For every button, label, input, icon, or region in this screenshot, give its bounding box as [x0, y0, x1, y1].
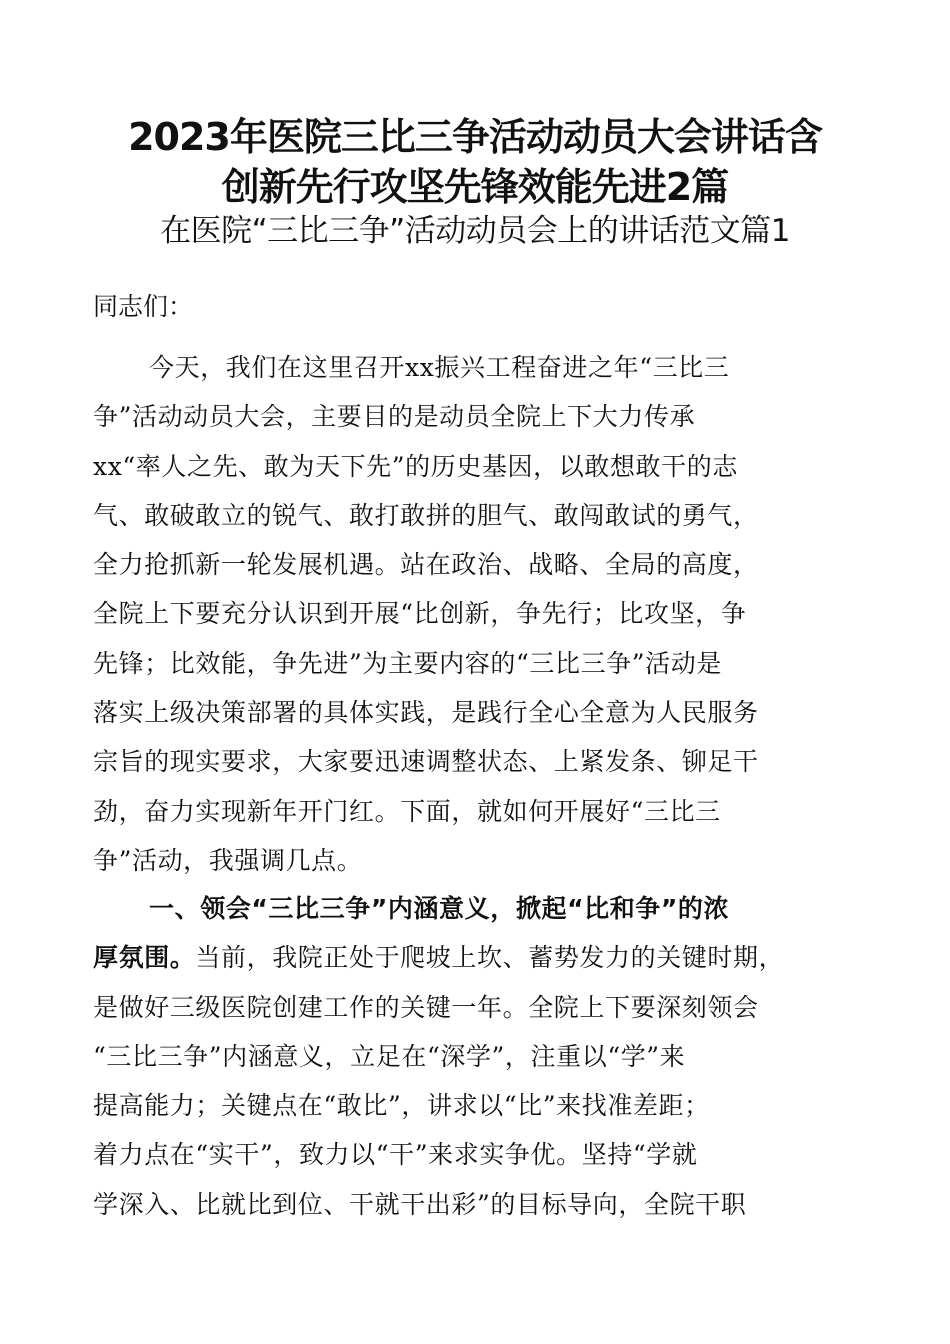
paragraph-1-line: 落实上级决策部署的具体实践，是践行全心全意为人民服务 [93, 698, 759, 728]
paragraph-1 [93, 343, 853, 885]
section-subtitle: 在医院“三比三争”活动动员会上的讲话范文篇1 [160, 213, 790, 249]
title-line-2: 创新先行攻坚先锋效能先进2篇 [221, 165, 729, 209]
paragraph-1-line: 先锋；比效能，争先进”为主要内容的“三比三争”活动是 [93, 648, 722, 678]
paragraph-1-line: 宗旨的现实要求，大家要迅速调整状态、上紧发条、铆足干 [93, 747, 759, 777]
salutation: 同志们： [93, 292, 194, 321]
paragraph-1-line: 今天，我们在这里召开xx振兴工程奋进之年“三比三 [149, 353, 730, 382]
paragraph-2-line-rest: 当前，我院正处于爬坡上坎、蓄势发力的关键时期， [195, 943, 785, 973]
paragraph-2-heading-end: 厚氛围。 [93, 943, 196, 973]
paragraph-1-line: 全力抢抓新一轮发展机遇。站在政治、战略、全局的高度， [93, 550, 759, 580]
paragraph-2-line: 是做好三级医院创建工作的关键一年。全院上下要深刻领会 [93, 992, 759, 1022]
paragraph-1-line: 争”活动动员大会，主要目的是动员全院上下大力传承 [93, 402, 696, 432]
document-title [60, 112, 890, 212]
paragraph-2 [93, 884, 853, 1229]
paragraph-1-line: 全院上下要充分认识到开展“比创新，争先行；比攻坚，争 [93, 599, 747, 629]
paragraph-1-line: 劲，奋力实现新年开门红。下面，就如何开展好“三比三 [93, 796, 721, 826]
paragraph-2-line: 学深入、比就比到位、干就干出彩”的目标导向，全院干职 [93, 1189, 747, 1219]
paragraph-2-line [93, 933, 853, 982]
title-line-1: 2023年医院三比三争活动动员大会讲话含 [128, 115, 822, 159]
paragraph-2-heading: 一、领会“三比三争”内涵意义，掀起“比和争”的浓 [149, 894, 730, 923]
paragraph-1-line: xx“率人之先、敢为天下先”的历史基因，以敢想敢干的志 [93, 451, 738, 481]
paragraph-1-line: 气、敢破敢立的锐气、敢打敢拼的胆气、敢闯敢试的勇气， [93, 500, 759, 530]
paragraph-1-line: 争”活动，我强调几点。 [93, 845, 363, 875]
paragraph-2-line: 着力点在“实干”，致力以“干”来求实争优。坚持“学就 [93, 1140, 698, 1170]
paragraph-2-line: 提高能力；关键点在“敢比”，讲求以“比”来找准差距； [93, 1091, 710, 1121]
paragraph-2-line: “三比三争”内涵意义，立足在“深学”，注重以“学”来 [93, 1041, 686, 1071]
